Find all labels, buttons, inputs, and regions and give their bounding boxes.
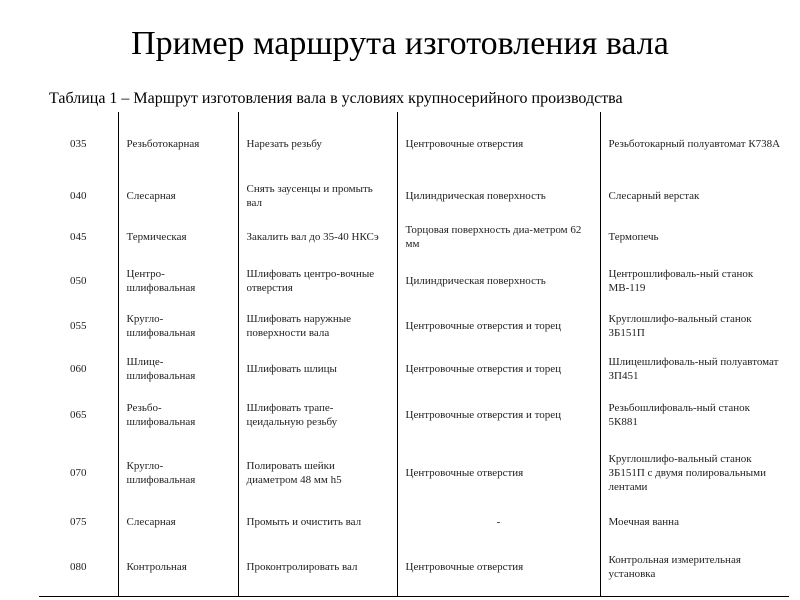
equipment: Контрольная измерительная установка — [600, 538, 789, 596]
operation-number: 055 — [39, 304, 118, 348]
route-table — [39, 112, 789, 597]
operation-content: Нарезать резьбу — [238, 112, 397, 176]
operation-number: 065 — [39, 390, 118, 440]
base-surface: Центровочные отверстия и торец — [397, 304, 600, 348]
table-row — [39, 440, 789, 506]
table-row — [39, 304, 789, 348]
table-row — [39, 390, 789, 440]
equipment: Шлицешлифоваль-ный полуавтомат ЗП451 — [608, 356, 779, 382]
operation-name: Слесарная — [118, 176, 238, 216]
operation-content: Закалить вал до 35-40 НКСэ — [238, 216, 397, 258]
equipment: Слесарный верстак — [608, 190, 700, 202]
base-surface: Центровочные отверстия — [397, 112, 600, 176]
operation-name: Резьбо-шлифовальная — [118, 390, 238, 440]
operation-number: 080 — [39, 538, 118, 596]
operation-name: Контрольная — [118, 538, 238, 596]
base-surface: Центровочные отверстия и торец — [397, 390, 600, 440]
operation-content: Проконтролировать вал — [238, 538, 397, 596]
table-row — [39, 348, 789, 390]
operation-name: Кругло-шлифовальная — [118, 304, 238, 348]
equipment: Моечная ванна — [608, 516, 679, 528]
table-row — [39, 258, 789, 304]
equipment: Круглошлифо-вальный станок ЗБ151П с двумя полировальными лентами — [608, 453, 766, 493]
table-row — [39, 112, 789, 176]
equipment: Термопечь — [608, 231, 659, 243]
operation-name: Кругло-шлифовальная — [118, 440, 238, 506]
table-row — [39, 176, 789, 216]
equipment: Центрошлифоваль-ный станок МВ-119 — [608, 268, 754, 294]
operation-number: 035 — [39, 112, 118, 176]
operation-content: Шлифовать трапе-цеидальную резьбу — [238, 390, 397, 440]
equipment: Круглошлифо-вальный станок ЗБ151П — [608, 313, 752, 339]
base-surface: Цилиндрическая поверхность — [397, 176, 600, 216]
base-surface: Центровочные отверстия — [397, 538, 600, 596]
table-row — [39, 216, 789, 258]
operation-number: 075 — [39, 506, 118, 538]
base-surface: - — [397, 506, 600, 538]
operation-content: Шлифовать наружные поверхности вала — [238, 304, 397, 348]
slide-title: Пример маршрута изготовления вала — [131, 25, 669, 62]
table-row — [39, 506, 789, 538]
operation-number: 050 — [39, 258, 118, 304]
operation-name: Центро-шлифовальная — [118, 258, 238, 304]
operation-content: Шлифовать центро-вочные отверстия — [238, 258, 397, 304]
base-surface: Центровочные отверстия — [397, 440, 600, 506]
operation-content: Снять заусенцы и промыть вал — [238, 176, 397, 216]
operation-content: Промыть и очистить вал — [238, 506, 397, 538]
equipment: Резьбошлифоваль-ный станок 5К881 — [608, 402, 750, 428]
base-surface: Цилиндрическая поверхность — [397, 258, 600, 304]
operation-name: Слесарная — [118, 506, 238, 538]
base-surface: Центровочные отверстия и торец — [397, 348, 600, 390]
operation-number: 070 — [39, 440, 118, 506]
base-surface: Торцовая поверхность диа-метром 62 мм — [397, 216, 600, 258]
operation-content: Шлифовать шлицы — [238, 348, 397, 390]
operation-number: 045 — [39, 216, 118, 258]
operation-content: Полировать шейки диаметром 48 мм h5 — [238, 440, 397, 506]
operation-number: 060 — [39, 348, 118, 390]
operation-number: 040 — [39, 176, 118, 216]
equipment: Резьботокарный полуавтомат К738А — [608, 138, 781, 150]
operation-name: Шлице-шлифовальная — [118, 348, 238, 390]
table-caption: Таблица 1 – Маршрут изготовления вала в условиях крупносерийного производства — [49, 90, 623, 107]
operation-name: Термическая — [118, 216, 238, 258]
table-row — [39, 538, 789, 596]
operation-name: Резьботокарная — [118, 112, 238, 176]
